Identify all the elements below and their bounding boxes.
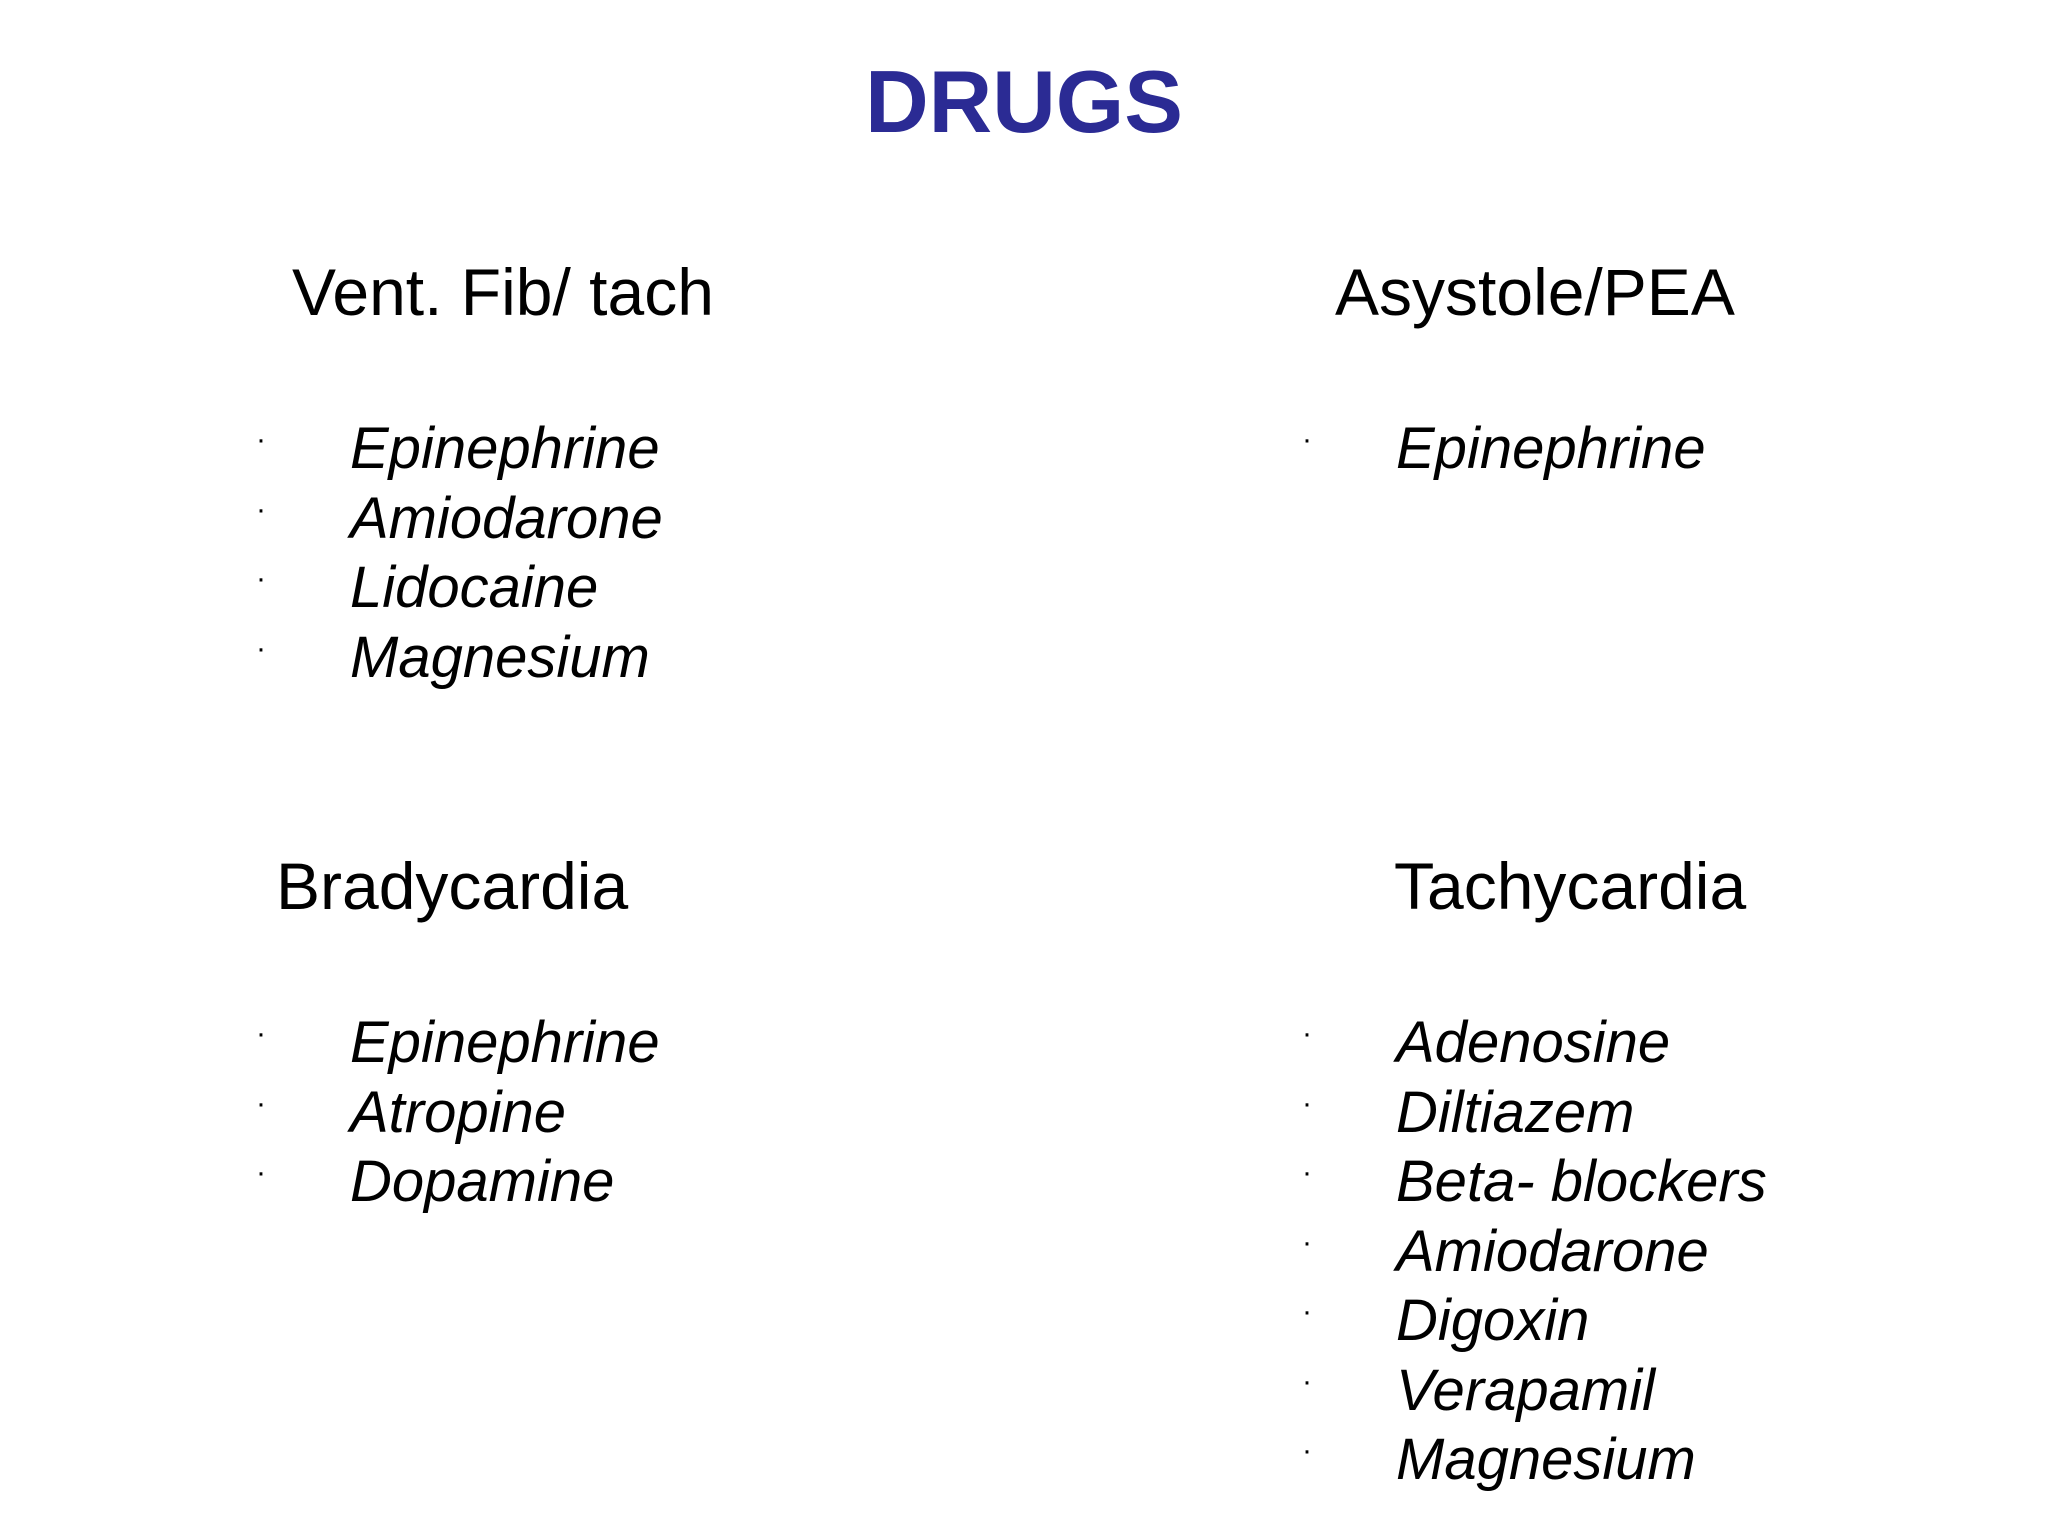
bullet-icon: · [256,1017,266,1050]
drug-name: Epinephrine [350,1010,660,1075]
heading-asystole-pea: Asystole/PEA [1335,255,1735,329]
drug-name: Verapamil [1396,1357,1655,1423]
bullet-icon: · [1302,1225,1312,1259]
bullet-icon: · [256,631,266,665]
bullet-icon: · [1302,1434,1312,1467]
bullet-icon: · [256,492,266,526]
drug-name: Diltiazem [1396,1079,1635,1145]
drug-name: Amiodarone [1396,1218,1709,1284]
drug-name: Digoxin [1396,1288,1590,1353]
drug-name: Epinephrine [350,416,660,481]
drug-name: Dopamine [350,1149,615,1214]
bullet-icon: · [256,1086,266,1120]
heading-tachycardia: Tachycardia [1394,849,1747,923]
drug-name: Lidocaine [350,555,599,620]
drug-name: Magnesium [350,624,650,690]
bullet-icon: · [256,423,266,456]
drug-name: Adenosine [1396,1010,1671,1075]
drug-name: Epinephrine [1396,416,1706,481]
bullet-icon: · [256,562,266,595]
drug-name: Amiodarone [350,485,663,551]
drug-name: Magnesium [1396,1427,1696,1492]
drug-name: Atropine [350,1079,567,1145]
slide-title: DRUGS [865,52,1183,151]
bullet-icon: · [1302,1364,1312,1398]
bullet-icon: · [1302,423,1312,456]
bullet-icon: · [1302,1017,1312,1050]
heading-bradycardia: Bradycardia [276,849,629,923]
heading-vent-fib-tach: Vent. Fib/ tach [292,255,714,329]
bullet-icon: · [1302,1295,1312,1328]
bullet-icon: · [1302,1156,1312,1189]
drug-name: Beta- blockers [1396,1149,1767,1214]
bullet-icon: · [256,1156,266,1189]
bullet-icon: · [1302,1086,1312,1120]
